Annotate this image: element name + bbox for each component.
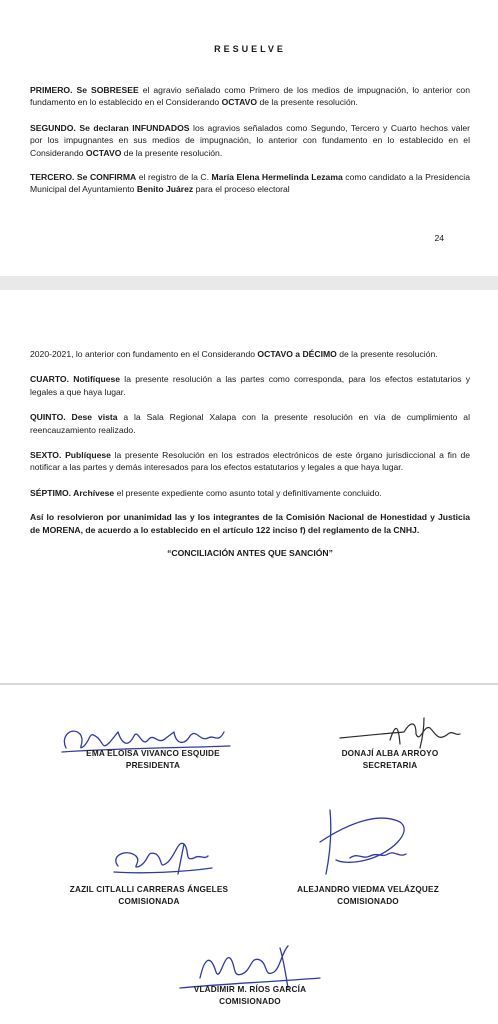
signature-scribble xyxy=(44,830,254,886)
resolutivo-septimo: SÉPTIMO. Archívese el presente expediente como asunto total y definitivamente concluido. xyxy=(30,487,382,498)
resolutivo-lead: PRIMERO. Se SOBRESEE xyxy=(30,85,139,95)
resolutivo-lead: SEXTO. Publíquese xyxy=(30,450,111,461)
page-divider xyxy=(0,683,498,685)
resolutivo-lead: TERCERO. Se CONFIRMA xyxy=(30,172,137,183)
signature-block-secretaria xyxy=(320,748,460,772)
document-page-25 xyxy=(0,290,498,1024)
resolutivo-tercero-continued: 2020-2021, lo anterior con fundamento en el Considerando OCTAVO a DÉCIMO de la presente resolución. xyxy=(30,349,438,359)
signatory-role: COMISIONADA xyxy=(118,897,180,906)
resolutivo-lead: CUARTO. Notifíquese xyxy=(30,374,121,385)
closing-statement: Así lo resolvieron por unanimidad las y los integrantes de la Comisión Nacional de Honestidad y Justicia de MORENA, de acuerdo a lo establecido en el artículo 122 inciso f) del reglamento de la CNHJ. xyxy=(30,512,470,535)
signatory-role: PRESIDENTA xyxy=(125,761,181,770)
signatory-role: COMISIONADO xyxy=(219,997,281,1006)
signatory-name: ALEJANDRO VIEDMA VELÁZQUEZ xyxy=(297,885,439,894)
signatory-role: COMISIONADO xyxy=(337,897,399,906)
signature-block-comisionado-viedma xyxy=(270,884,466,908)
resolutivo-lead: SEGUNDO. Se declaran INFUNDADOS xyxy=(30,122,190,133)
resolutivo-sexto: SEXTO. Publíquese la presente Resolución en los estrados electrónicos de este órgano jurisdiccional a fin de notificar a las partes y demás interesados para los efectos estatutarios y legales a que haya lugar. xyxy=(30,450,471,473)
signature-block-presidenta xyxy=(58,748,248,772)
signature-scribble xyxy=(270,802,466,882)
motto: “CONCILIACIÓN ANTES QUE SANCIÓN” xyxy=(167,548,333,559)
resolutivo-lead: SÉPTIMO. Archívese xyxy=(30,487,115,498)
signatory-name: DONAJÍ ALBA ARROYO xyxy=(341,749,439,758)
resolutivo-cuarto: CUARTO. Notifíquese la presente resolución a las partes como corresponda, para los efectos estatutarios y legales a que haya lugar. xyxy=(30,374,470,397)
resolutivo-segundo: SEGUNDO. Se declaran INFUNDADOS los agravios señalados como Segundo, Tercero y Cuarto hechos valer por los impugnantes en sus medios de impugnación, lo anterior con fundamento en lo establecido en el Considerando OCTAVO de la presente resolución. xyxy=(30,122,471,158)
signature-block-comisionado-rios xyxy=(170,984,330,1008)
signatory-name: VLADIMIR M. RÍOS GARCÍA xyxy=(193,985,307,994)
page-number: 24 xyxy=(434,233,444,243)
signature-block-comisionada xyxy=(44,884,254,908)
resolutivo-tercero: TERCERO. Se CONFIRMA el registro de la C. María Elena Hermelinda Lezama como candidato a la Presidencia Municipal del Ayuntamiento Benito Juárez para el proceso electoral xyxy=(30,172,470,195)
signatory-name: ZAZIL CITLALLI CARRERAS ÁNGELES xyxy=(69,885,229,894)
document-page-24 xyxy=(0,0,498,276)
section-heading: RESUELVE xyxy=(214,44,286,54)
resolutivo-quinto: QUINTO. Dese vista a la Sala Regional Xalapa con la presente resolución en vía de cumplimiento al reencauzamiento realizado. xyxy=(30,412,470,435)
resolutivo-lead: QUINTO. Dese vista xyxy=(30,412,118,423)
signatory-role: SECRETARIA xyxy=(362,761,418,770)
resolutivo-primero: PRIMERO. Se SOBRESEE el agravio señalado como Primero de los medios de impugnación, lo anterior con fundamento en lo establecido en el Considerando OCTAVO de la presente resolución. xyxy=(30,85,470,108)
signatory-name: EMA ELOÍSA VIVANCO ESQUIDE xyxy=(86,749,220,758)
